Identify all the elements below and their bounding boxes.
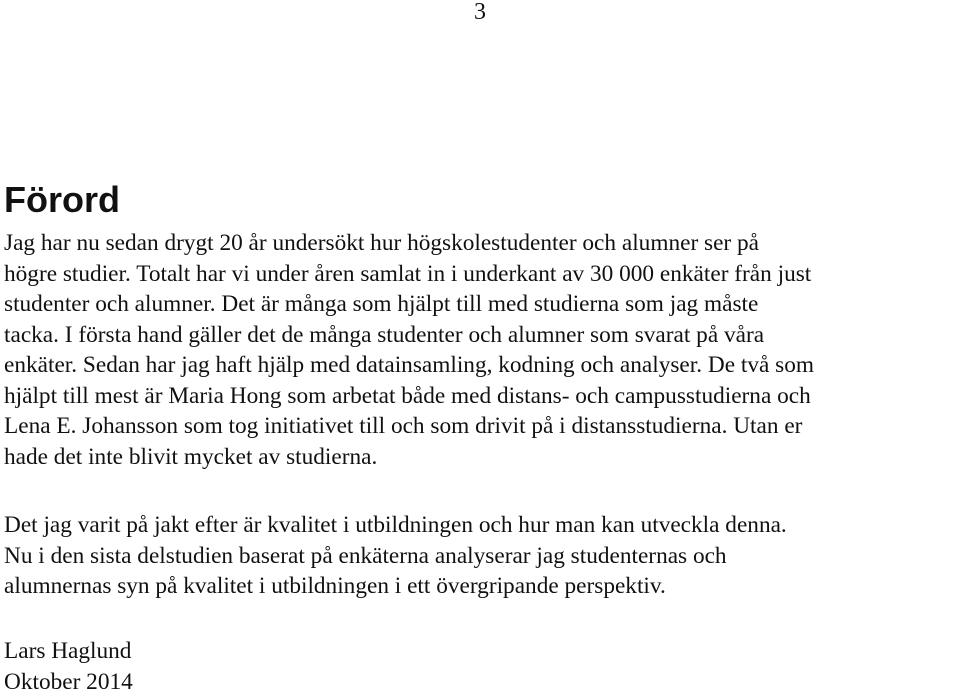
text-line: enkäter. Sedan har jag haft hjälp med datainsamling, kodning och analyser. De två som	[4, 350, 960, 381]
text-line: Det jag varit på jakt efter är kvalitet i utbildningen och hur man kan utveckla denna.	[4, 510, 960, 541]
paragraph-acknowledgements	[4, 228, 960, 472]
section-heading: Förord	[4, 178, 120, 222]
text-line: hade det inte blivit mycket av studierna.	[4, 442, 960, 473]
text-line: Jag har nu sedan drygt 20 år undersökt hur högskolestudenter och alumner ser på	[4, 228, 960, 259]
signature-block	[4, 636, 960, 697]
text-line: studenter och alumner. Det är många som hjälpt till med studierna som jag måste	[4, 289, 960, 320]
text-line: Lena E. Johansson som tog initiativet till och som drivit på i distansstudierna. Utan er	[4, 411, 960, 442]
text-line: hjälpt till mest är Maria Hong som arbetat både med distans- och campusstudierna och	[4, 381, 960, 412]
page-number: 3	[0, 0, 960, 26]
text-line: tacka. I första hand gäller det de många studenter och alumner som svarat på våra	[4, 320, 960, 351]
signature-name: Lars Haglund	[4, 636, 960, 667]
paragraph-purpose	[4, 510, 960, 602]
text-line: alumnernas syn på kvalitet i utbildningen i ett övergripande perspektiv.	[4, 571, 960, 602]
signature-date: Oktober 2014	[4, 667, 960, 697]
text-line: högre studier. Totalt har vi under åren samlat in i underkant av 30 000 enkäter från just	[4, 259, 960, 290]
text-line: Nu i den sista delstudien baserat på enkäterna analyserar jag studenternas och	[4, 541, 960, 572]
